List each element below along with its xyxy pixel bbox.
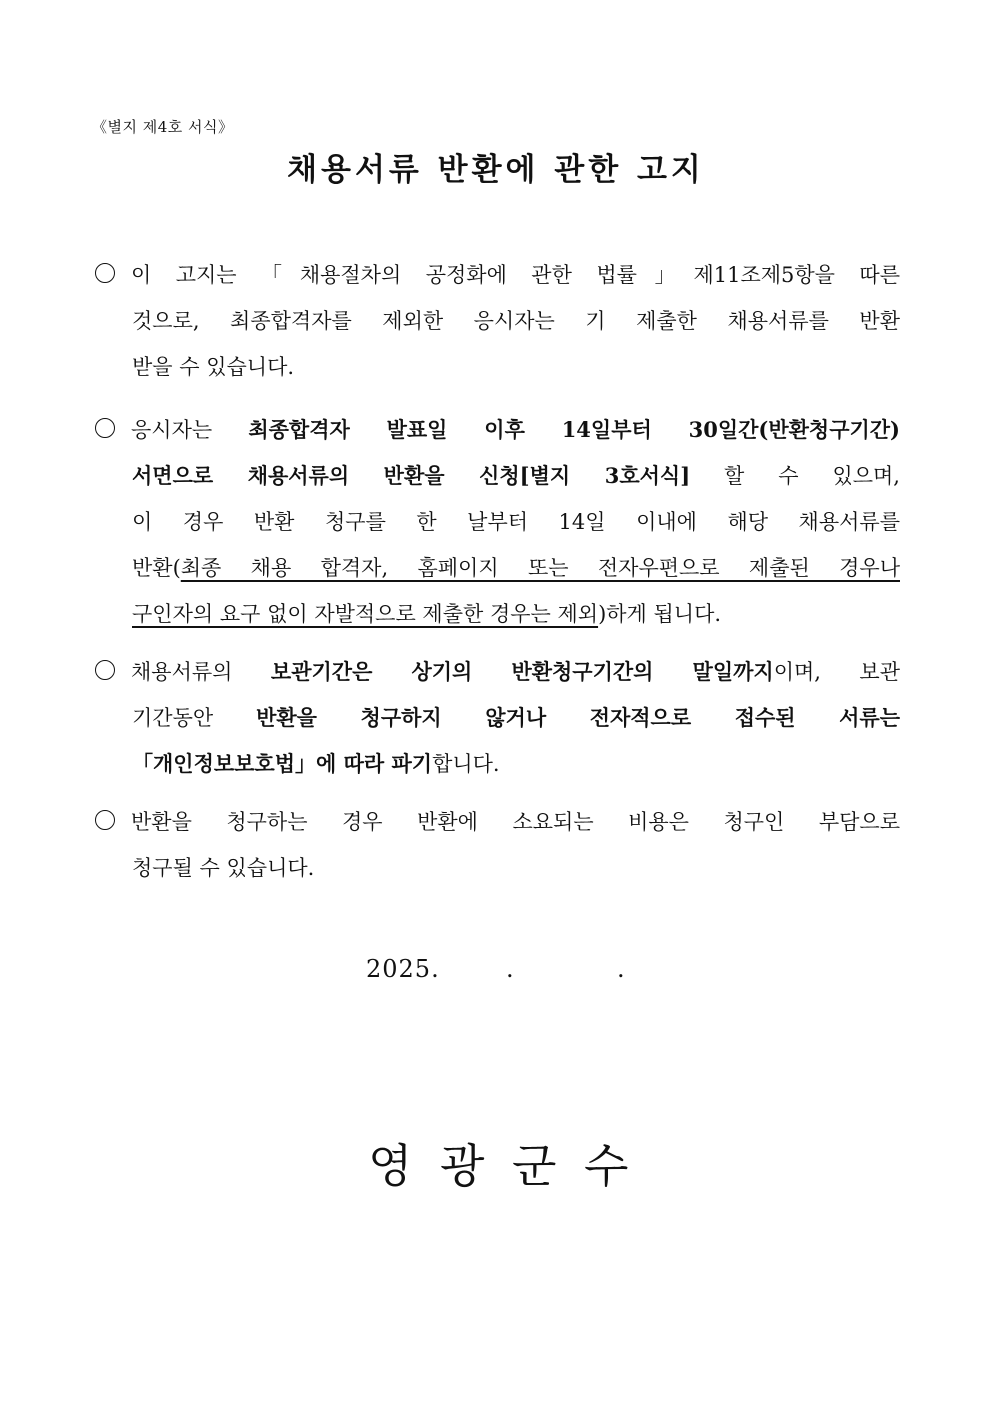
- notice-line: 반환을 청구하는 경우 반환에 소요되는 비용은 청구인 부담으로: [131, 810, 900, 834]
- notice-item-4: [95, 799, 900, 891]
- notice-line: 것으로, 최종합격자를 제외한 응시자는 기 제출한 채용서류를 반환: [132, 309, 900, 333]
- date-day-dot: .: [617, 955, 626, 983]
- circle-bullet-icon: [95, 810, 115, 830]
- notice-line: 받을 수 있습니다.: [132, 355, 295, 379]
- text-run: 채용서류의: [131, 660, 271, 684]
- text-run: )하게 됩니다.: [598, 602, 722, 626]
- notice-line: [132, 695, 900, 741]
- notice-line: 이 경우 반환 청구를 한 날부터 14일 이내에 해당 채용서류를: [132, 510, 900, 534]
- circle-bullet-icon: [95, 660, 115, 680]
- issuer-char: 영: [368, 1139, 413, 1193]
- text-run: 기간동안: [132, 706, 257, 730]
- bold-text-run: 「개인정보보호법」에 따라 파기: [132, 751, 433, 776]
- notice-line: [132, 545, 900, 591]
- text-run: 할 수 있으며,: [690, 464, 900, 488]
- underlined-text-run: 최종 채용 합격자, 홈페이지 또는 전자우편으로 제출된 경우나: [180, 556, 900, 580]
- circle-bullet-icon: [95, 418, 115, 438]
- notice-line: 청구될 수 있습니다.: [132, 856, 315, 880]
- bold-text-run: 서면으로 채용서류의 반환을 신청[별지 3호서식]: [132, 463, 691, 488]
- text-run: 이며, 보관: [773, 660, 901, 684]
- notice-line: [132, 453, 900, 499]
- notice-item-3: [95, 649, 900, 787]
- notice-line: 이 고지는 「채용절차의 공정화에 관한 법률」제11조제5항을 따른: [131, 263, 900, 287]
- notice-item-1: [95, 252, 900, 390]
- text-run: 합니다.: [432, 752, 500, 776]
- text-run: 응시자는: [131, 418, 249, 442]
- date-year: 2025.: [366, 955, 440, 983]
- bold-text-run: 보관기간은 상기의 반환청구기간의 말일까지: [270, 659, 774, 684]
- notice-line: [132, 741, 900, 787]
- notice-line: [131, 407, 900, 453]
- document-title: 채용서류 반환에 관한 고지: [287, 152, 705, 188]
- form-number-label: 《별지 제4호 서식》: [92, 118, 234, 136]
- notice-line: [132, 591, 900, 637]
- date-month-dot: .: [506, 955, 515, 983]
- issuer-char: 군: [512, 1139, 557, 1193]
- bold-text-run: 반환을 청구하지 않거나 전자적으로 접수된 서류는: [256, 705, 900, 730]
- notice-item-2: [95, 407, 900, 637]
- circle-bullet-icon: [95, 263, 115, 283]
- underlined-text-run: 구인자의 요구 없이 자발적으로 제출한 경우는 제외: [132, 602, 599, 626]
- notice-line: [131, 649, 900, 695]
- text-run: 반환(: [132, 556, 181, 580]
- bold-text-run: 최종합격자 발표일 이후 14일부터 30일간(반환청구기간): [248, 417, 900, 442]
- issuer-char: 광: [440, 1139, 485, 1193]
- issuer-char: 수: [584, 1139, 629, 1193]
